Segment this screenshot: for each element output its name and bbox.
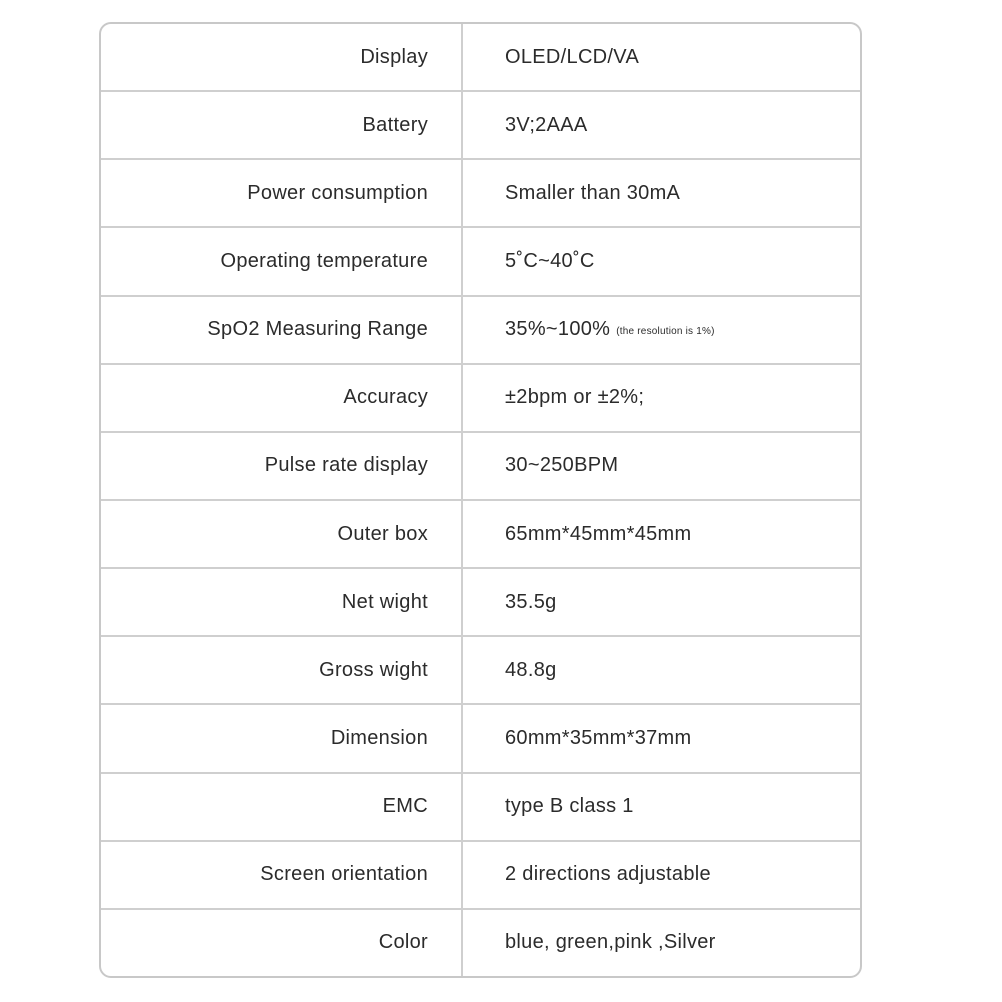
spec-label: EMC xyxy=(101,774,463,840)
spec-label: Accuracy xyxy=(101,365,463,431)
spec-label: Pulse rate display xyxy=(101,433,463,499)
spec-row-emc xyxy=(101,774,860,842)
spec-value xyxy=(463,297,860,363)
spec-value-text: 30~250BPM xyxy=(505,454,619,477)
spec-value xyxy=(463,92,860,158)
spec-row-operating-temperature xyxy=(101,228,860,296)
spec-value xyxy=(463,365,860,431)
spec-value-note: (the resolution is 1%) xyxy=(616,326,715,338)
spec-value-text: Smaller than 30mA xyxy=(505,181,681,204)
spec-label: Gross wight xyxy=(101,637,463,703)
spec-row-color xyxy=(101,910,860,976)
spec-value xyxy=(463,842,860,908)
spec-value xyxy=(463,228,860,294)
spec-value-text: 35.5g xyxy=(505,590,557,613)
spec-value-text: blue, green,pink ,Silver xyxy=(505,931,716,954)
spec-table xyxy=(99,22,862,978)
spec-label: Power consumption xyxy=(101,160,463,226)
spec-value-text: 5˚C~40˚C xyxy=(505,249,595,272)
spec-label: Dimension xyxy=(101,705,463,771)
spec-row-power-consumption xyxy=(101,160,860,228)
spec-value xyxy=(463,637,860,703)
spec-value-text: OLED/LCD/VA xyxy=(505,45,640,68)
spec-label: Battery xyxy=(101,92,463,158)
spec-row-screen-orientation xyxy=(101,842,860,910)
spec-row-gross-weight xyxy=(101,637,860,705)
spec-value xyxy=(463,774,860,840)
spec-row-battery xyxy=(101,92,860,160)
spec-row-accuracy xyxy=(101,365,860,433)
spec-value xyxy=(463,160,860,226)
spec-row-dimension xyxy=(101,705,860,773)
spec-value-text: 2 directions adjustable xyxy=(505,863,711,886)
spec-value-text: 35%~100% xyxy=(505,318,611,341)
spec-value xyxy=(463,569,860,635)
spec-label: Color xyxy=(101,910,463,976)
spec-row-display xyxy=(101,24,860,92)
spec-row-net-weight xyxy=(101,569,860,637)
spec-value-text: 3V;2AAA xyxy=(505,113,588,136)
spec-value xyxy=(463,705,860,771)
spec-value-text: 48.8g xyxy=(505,658,557,681)
spec-value-text: 65mm*45mm*45mm xyxy=(505,522,692,545)
spec-label: Display xyxy=(101,24,463,90)
spec-label: SpO2 Measuring Range xyxy=(101,297,463,363)
spec-label: Net wight xyxy=(101,569,463,635)
spec-value xyxy=(463,433,860,499)
spec-label: Outer box xyxy=(101,501,463,567)
spec-row-pulse-rate xyxy=(101,433,860,501)
spec-value-text: 60mm*35mm*37mm xyxy=(505,726,692,749)
spec-value xyxy=(463,501,860,567)
spec-value xyxy=(463,24,860,90)
spec-row-outer-box xyxy=(101,501,860,569)
spec-value-text: type B class 1 xyxy=(505,795,634,818)
spec-label: Operating temperature xyxy=(101,228,463,294)
spec-value xyxy=(463,910,860,976)
spec-row-spo2-range xyxy=(101,297,860,365)
spec-label: Screen orientation xyxy=(101,842,463,908)
spec-value-text: ±2bpm or ±2%; xyxy=(505,386,645,409)
